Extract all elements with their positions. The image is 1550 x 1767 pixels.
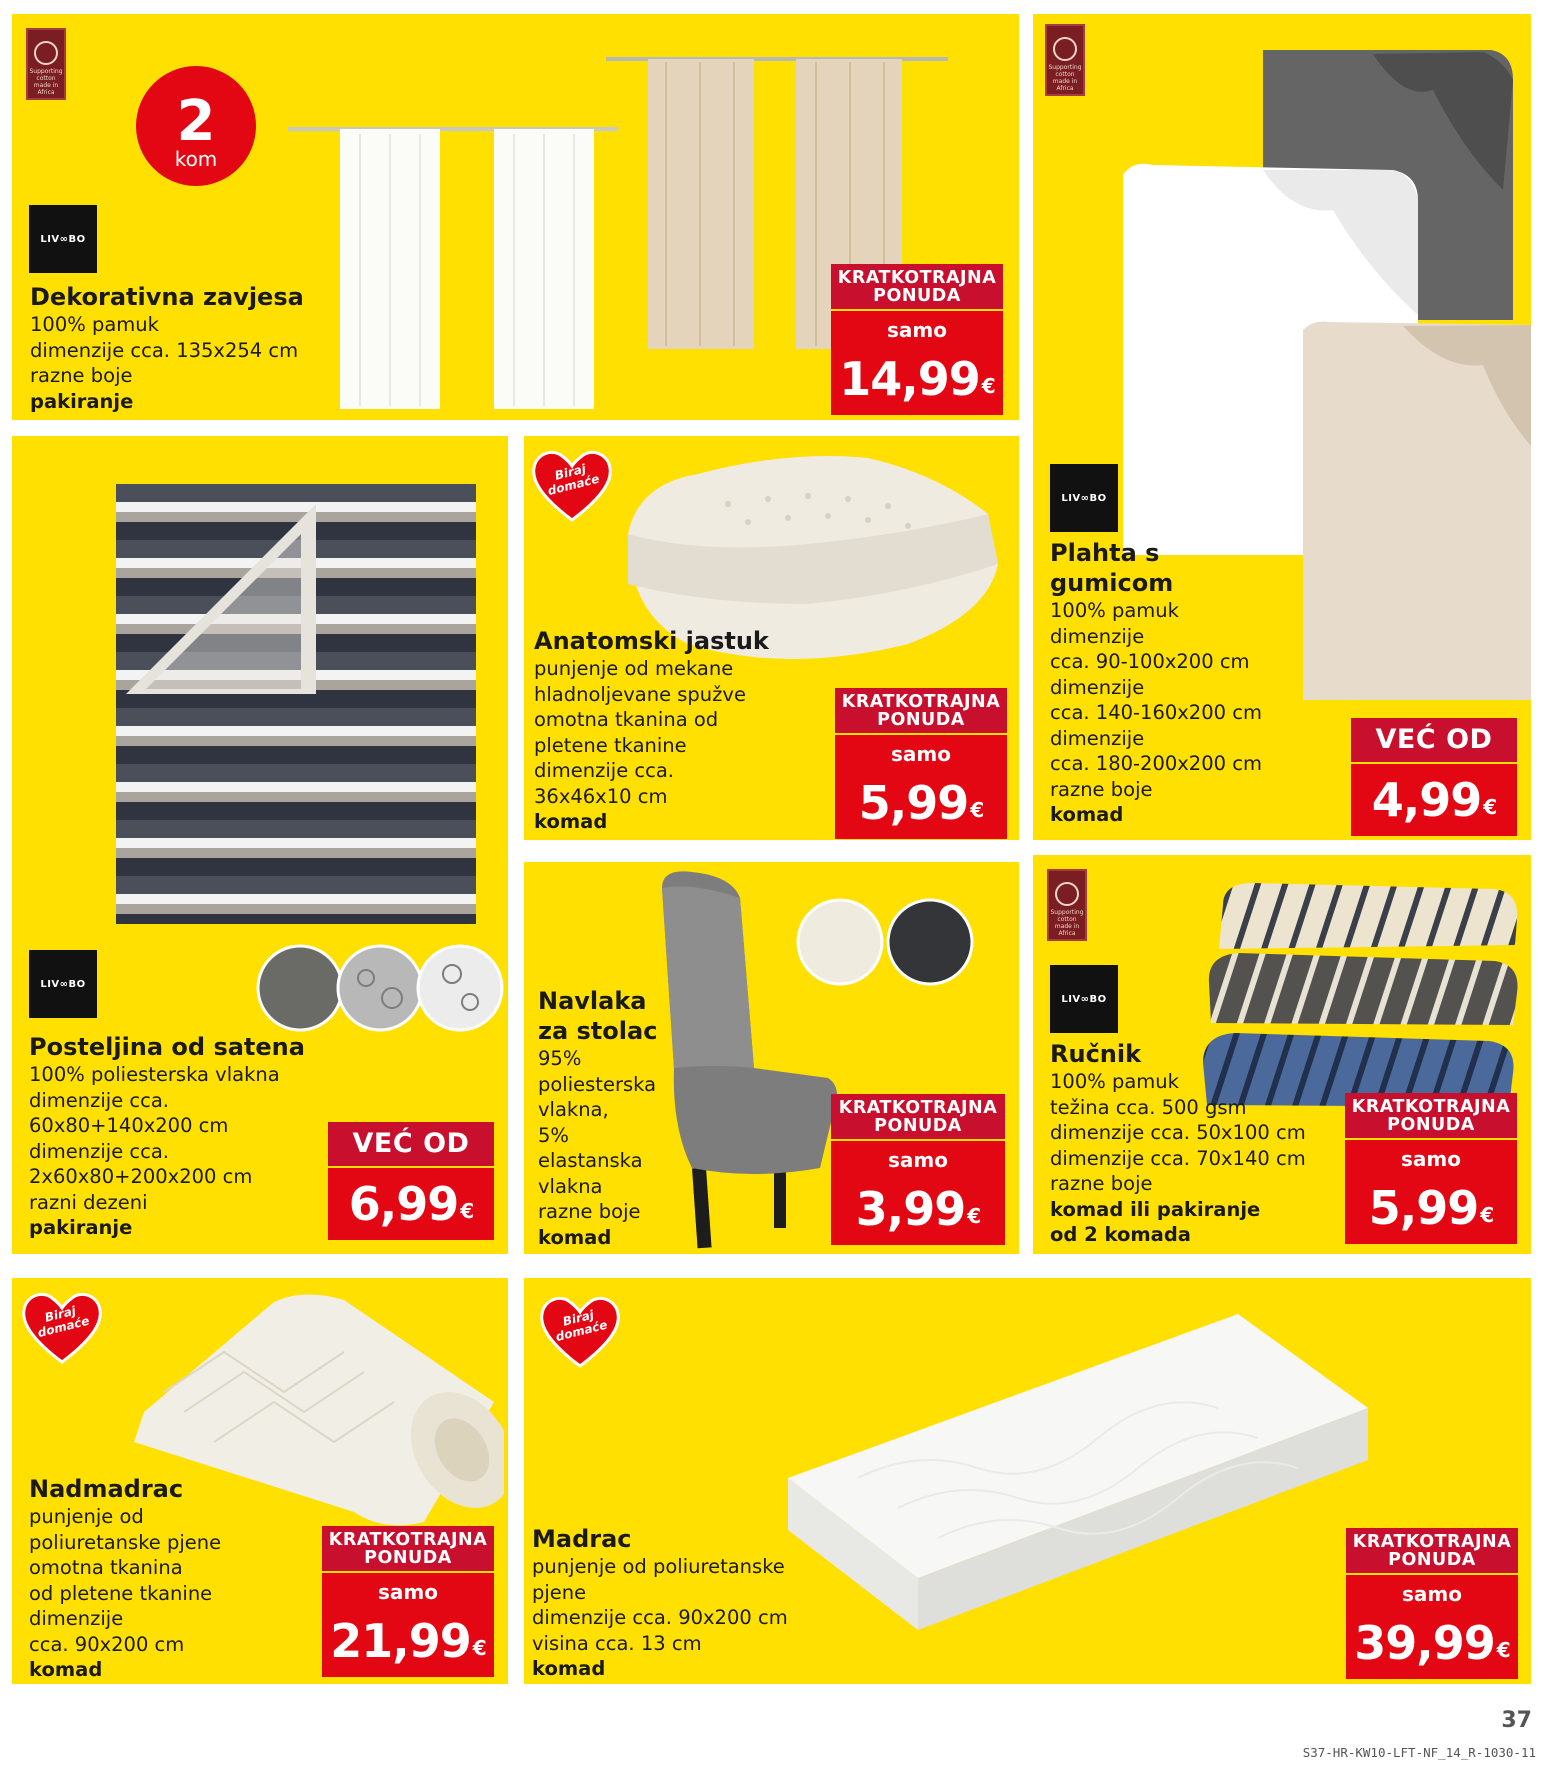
livbo-label: LIV∞BO <box>40 978 86 990</box>
desc-line: 5% <box>538 1123 569 1147</box>
price-prefix: samo <box>831 309 1003 343</box>
product-name: Dekorativna zavjesa <box>30 283 304 311</box>
mattress-text <box>532 1524 832 1682</box>
desc-line: vlakna, <box>538 1098 609 1121</box>
desc-line: težina cca. 500 gsm <box>1050 1095 1247 1119</box>
desc-line: 2x60x80+200x200 cm <box>29 1165 253 1188</box>
desc-line: dimenzije cca. <box>29 1139 170 1163</box>
biraj-domace-label: Biraj domaće <box>36 1303 91 1340</box>
price <box>831 343 1003 415</box>
desc-line: razne boje <box>30 364 133 387</box>
badge-unit: kom <box>174 147 218 171</box>
desc-line: cca. 140-160x200 cm <box>1050 701 1262 724</box>
bedding-text <box>29 1032 329 1241</box>
price-value: 3,99 <box>855 1182 966 1236</box>
price-header: VEĆ OD <box>1351 718 1517 762</box>
desc-line: 36x46x10 cm <box>534 784 668 808</box>
desc-line: punjenje od poliuretanske <box>532 1555 785 1578</box>
price-value: 39,99 <box>1354 1616 1495 1670</box>
desc-line: punjenje od <box>29 1505 144 1528</box>
desc-line: 95% <box>538 1047 582 1070</box>
sustain-label: Supporting cotton made in Africa <box>29 68 63 96</box>
page-number: 37 <box>1501 1708 1532 1733</box>
desc-line: punjenje od mekane <box>534 657 734 680</box>
desc-line: dimenzije cca. 90x200 cm <box>532 1606 788 1629</box>
price-box <box>1346 1528 1518 1670</box>
sustain-label: Supporting cotton made in Africa <box>1050 909 1084 937</box>
pack-label: pakiranje <box>30 389 134 413</box>
product-name: Navlaka za stolac <box>538 987 658 1045</box>
badge-qty: 2 <box>176 89 216 154</box>
pillow-text <box>534 626 834 835</box>
currency: € <box>460 1199 474 1223</box>
pack-label: komad <box>532 1657 606 1680</box>
desc-line: dimenzije cca. <box>29 1088 170 1112</box>
price-prefix: samo <box>322 1571 494 1605</box>
desc-line: dimenzije cca. 70x140 cm <box>1050 1146 1306 1170</box>
desc-line: dimenzije <box>29 1607 124 1630</box>
tile-pillow[interactable] <box>524 436 1019 840</box>
chair-swatches <box>794 894 980 990</box>
topper-text <box>29 1474 309 1683</box>
currency: € <box>970 798 984 822</box>
bedding-swatches <box>256 940 504 1036</box>
price-prefix: samo <box>1346 1573 1518 1607</box>
tile-topper[interactable] <box>12 1278 508 1684</box>
desc-line: dimenzije <box>1050 624 1145 648</box>
price-header: KRATKOTRAJNA PONUDA <box>835 688 1007 733</box>
price-prefix: samo <box>831 1139 1005 1173</box>
desc-line: 100% poliesterska vlakna <box>29 1063 280 1086</box>
pack-label: pakiranje <box>29 1216 133 1239</box>
desc-line: cca. 180-200x200 cm <box>1050 752 1262 775</box>
currency: € <box>967 1204 981 1228</box>
chair-text <box>538 986 718 1250</box>
desc-line: omotna tkanina od <box>534 708 719 731</box>
livbo-logo <box>1050 965 1118 1033</box>
sheet-text <box>1050 538 1290 828</box>
price <box>1346 1607 1518 1679</box>
price-box <box>1345 1093 1517 1235</box>
desc-line: dimenzije <box>1050 726 1145 750</box>
price-prefix: samo <box>835 733 1007 767</box>
livbo-label: LIV∞BO <box>40 233 86 245</box>
badge-2-kom <box>134 64 258 188</box>
livbo-logo <box>29 205 97 273</box>
price-box <box>1351 718 1517 830</box>
price-header: KRATKOTRAJNA PONUDA <box>322 1526 494 1571</box>
desc-line: dimenzije cca. 50x100 cm <box>1050 1121 1306 1144</box>
price-box <box>322 1526 494 1668</box>
desc-line: pletene tkanine <box>534 733 687 757</box>
price <box>1345 1172 1517 1244</box>
desc-line: poliuretanske pjene <box>29 1530 222 1554</box>
desc-line: 100% pamuk <box>1050 599 1179 622</box>
price <box>322 1605 494 1677</box>
tile-curtain[interactable] <box>12 14 1019 420</box>
price-box <box>328 1122 494 1238</box>
desc-line: razne boje <box>538 1200 641 1223</box>
biraj-domace-label: Biraj domaće <box>554 1307 609 1344</box>
livbo-label: LIV∞BO <box>1061 492 1107 504</box>
product-name: Nadmadrac <box>29 1475 184 1503</box>
price-box <box>835 688 1007 828</box>
tile-chair[interactable] <box>524 862 1019 1254</box>
pack-label: komad <box>534 810 608 833</box>
product-name: Ručnik <box>1050 1040 1142 1068</box>
price-value: 5,99 <box>1368 1181 1479 1235</box>
desc-line: hladnoljevane spužve <box>534 682 746 706</box>
tile-sheet[interactable] <box>1033 14 1531 840</box>
price-value: 4,99 <box>1371 773 1482 827</box>
footer-code: S37-HR-KW10-LFT-NF_14_R-1030-11 <box>1302 1745 1536 1760</box>
currency: € <box>1496 1638 1510 1662</box>
sustainable-cotton-logo <box>1047 869 1087 941</box>
tile-bedding[interactable] <box>12 436 508 1254</box>
product-name: Anatomski jastuk <box>534 627 769 655</box>
tile-mattress[interactable] <box>524 1278 1531 1684</box>
price-value: 21,99 <box>330 1614 471 1668</box>
curtain-text <box>30 282 330 414</box>
price-header: VEĆ OD <box>328 1122 494 1166</box>
pack-label: komad <box>538 1225 612 1249</box>
price-value: 5,99 <box>858 776 969 830</box>
product-name: Plahta s gumicom <box>1050 539 1174 597</box>
product-name: Madrac <box>532 1525 632 1553</box>
price-box <box>831 1094 1005 1236</box>
desc-line: 60x80+140x200 cm <box>29 1114 229 1137</box>
price <box>835 767 1007 839</box>
desc-line: dimenzije cca. <box>534 759 675 782</box>
price-header: KRATKOTRAJNA PONUDA <box>1346 1528 1518 1573</box>
africa-emblem-icon <box>34 41 58 65</box>
desc-line: pjene <box>532 1580 587 1604</box>
price-header: KRATKOTRAJNA PONUDA <box>1345 1093 1517 1138</box>
price-prefix: samo <box>1345 1138 1517 1172</box>
desc-line: razne boje <box>1050 1172 1153 1195</box>
desc-line: vlakna <box>538 1174 603 1198</box>
desc-line: 100% pamuk <box>30 313 159 336</box>
price <box>1351 762 1517 836</box>
desc-line: razni dezeni <box>29 1190 148 1214</box>
currency: € <box>1483 795 1497 819</box>
desc-line: cca. 90x200 cm <box>29 1632 185 1656</box>
pack-label: komad <box>29 1658 103 1681</box>
pack-label: komad ili pakiranje od 2 komada <box>1050 1197 1261 1246</box>
towel-text <box>1050 1039 1350 1248</box>
price-header: KRATKOTRAJNA PONUDA <box>831 1094 1005 1139</box>
price-box <box>831 264 1003 404</box>
desc-line: omotna tkanina <box>29 1556 183 1579</box>
livbo-logo <box>29 950 97 1018</box>
price-value: 6,99 <box>348 1177 459 1231</box>
desc-line: elastanska <box>538 1149 643 1172</box>
price-value: 14,99 <box>839 352 980 406</box>
bedding-image <box>116 484 496 924</box>
currency: € <box>981 374 995 398</box>
price-header: KRATKOTRAJNA PONUDA <box>831 264 1003 309</box>
desc-line: visina cca. 13 cm <box>532 1631 702 1655</box>
price <box>328 1166 494 1240</box>
desc-line: dimenzije <box>1050 675 1145 699</box>
desc-line: razne boje <box>1050 777 1153 801</box>
price <box>831 1173 1005 1245</box>
mattress-image <box>778 1308 1378 1668</box>
sustain-label: Supporting cotton made in Africa <box>1048 64 1082 92</box>
livbo-logo <box>1050 464 1118 532</box>
desc-line: cca. 90-100x200 cm <box>1050 650 1250 673</box>
africa-emblem-icon <box>1055 882 1079 906</box>
desc-line: 100% pamuk <box>1050 1070 1179 1093</box>
currency: € <box>472 1636 486 1660</box>
desc-line: poliesterska <box>538 1072 657 1096</box>
pack-label: komad <box>1050 803 1124 826</box>
biraj-domace-label: Biraj domaće <box>546 461 601 498</box>
tile-towel[interactable] <box>1033 855 1531 1254</box>
desc-line: dimenzije cca. 135x254 cm <box>30 338 299 362</box>
currency: € <box>1480 1203 1494 1227</box>
product-name: Posteljina od satena <box>29 1033 305 1061</box>
livbo-label: LIV∞BO <box>1061 993 1107 1005</box>
desc-line: od pletene tkanine <box>29 1581 213 1605</box>
sustainable-cotton-logo <box>26 28 66 100</box>
